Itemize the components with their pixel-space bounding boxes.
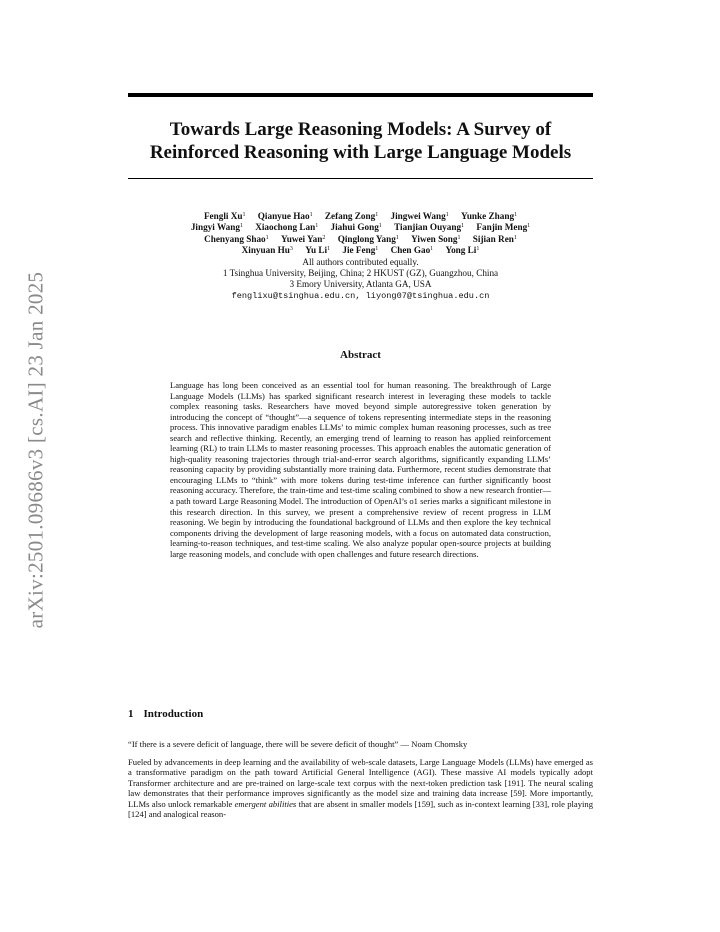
author: Tianjian Ouyang$^1$ bbox=[394, 222, 465, 233]
title-bottom-rule bbox=[128, 178, 593, 179]
intro-text: that are absent in smaller models [159], such as in-context learning [33], role playing [124] and analogical reason- bbox=[128, 798, 593, 820]
intro-paragraph bbox=[128, 757, 593, 819]
affiliation-line: 1 Tsinghua University, Beijing, China; 2 HKUST (GZ), Guangzhou, China bbox=[222, 268, 499, 279]
author: Yuwei Yan$^2$ bbox=[280, 233, 326, 244]
author: Chenyang Shao$^1$ bbox=[204, 233, 269, 244]
author: Jie Feng$^1$ bbox=[342, 245, 379, 256]
intro-emphasis: emergent abilities bbox=[234, 798, 297, 809]
author-line bbox=[118, 211, 603, 222]
author: Jiahui Gong$^1$ bbox=[330, 222, 382, 233]
author: Yong Li$^1$ bbox=[445, 245, 480, 256]
affiliation-line: 3 Emory University, Atlanta GA, USA bbox=[289, 279, 432, 290]
author-line bbox=[118, 234, 603, 245]
section-number: 1 bbox=[128, 708, 134, 720]
epigraph-quote: “If there is a severe deficit of language, there will be severe deficit of thought” — Noam Chomsky bbox=[128, 739, 468, 749]
section-heading bbox=[128, 708, 203, 720]
title-line: Reinforced Reasoning with Large Language Models bbox=[149, 142, 572, 163]
author: Jingwei Wang$^1$ bbox=[390, 211, 449, 221]
title-line: Towards Large Reasoning Models: A Survey of bbox=[169, 119, 552, 140]
author: Xinyuan Hu$^3$ bbox=[241, 245, 293, 256]
author: Sijian Ren$^1$ bbox=[472, 233, 517, 244]
author: Chen Gao$^1$ bbox=[390, 245, 434, 256]
author-line bbox=[118, 245, 603, 256]
author: Yunke Zhang$^1$ bbox=[461, 211, 518, 221]
abstract-text: Language has long been conceived as an essential tool for human reasoning. The breakthrough of Large Language Models (LLMs) has sparked significant research interest in leveraging these models to tackle complex reasoning tasks. Researchers have moved beyond simple autoregressive token generation by introducing the concept of “thought”—a sequence of tokens representing intermediate steps in the reasoning process. This innovative paradigm enables LLMs’ to mimic complex human reasoning processes, such as tree search and reflective thinking. Recently, an emerging trend of learning to reason has applied reinforcement learning (RL) to train LLMs to master reasoning processes. This approach enables the automatic generation of high-quality reasoning trajectories through trial-and-error search algorithms, significantly expanding LLMs’ reasoning capacity by providing substantially more training data. Furthermore, recent studies demonstrate that encouraging LLMs to “think” with more tokens during test-time inference can further significantly boost reasoning accuracy. Therefore, the train-time and test-time scaling combined to show a new research frontier—a path toward Large Reasoning Model. The introduction of OpenAI’s o1 series marks a significant milestone in this research direction. In this survey, we present a comprehensive review of recent progress in LLM reasoning. We begin by introducing the foundational background of LLMs and then explore the key technical components driving the development of large reasoning models, with a focus on automated data construction, learning-to-reason techniques, and test-time scaling. We also analyze popular open-source projects at building large reasoning models, and conclude with open challenges and future research directions. bbox=[170, 380, 551, 559]
intro-text: Fueled by advancements in deep learning and the availability of web-scale datasets, Large Language Models (LLMs) have emerged as a transformative paradigm on the path toward Artificial General Intelligence (AGI). These massive AI models typically adopt Transformer architecture and are pre-trained on large-scale text corpus with the next-token prediction task [191]. The neural scaling law demonstrates that their performance improves significantly as the model size and training data increase [59]. More importantly, LLMs also unlock remarkable bbox=[128, 757, 593, 809]
author: Jingyi Wang$^1$ bbox=[190, 222, 243, 233]
author: Fanjin Meng$^1$ bbox=[476, 222, 531, 233]
title-top-rule bbox=[128, 93, 593, 97]
abstract-heading: Abstract bbox=[340, 349, 381, 361]
paper-title bbox=[128, 118, 593, 164]
author: Qinglong Yang$^1$ bbox=[337, 233, 399, 244]
section-title: Introduction bbox=[143, 708, 204, 720]
author: Zefang Zong$^1$ bbox=[324, 211, 379, 221]
arxiv-watermark: arXiv:2501.09686v3 [cs.AI] 23 Jan 2025 bbox=[23, 271, 48, 629]
author: Qianyue Hao$^1$ bbox=[257, 211, 313, 221]
equal-contribution-note: All authors contributed equally. bbox=[302, 256, 419, 267]
author: Fengli Xu$^1$ bbox=[203, 211, 246, 221]
author-line bbox=[118, 222, 603, 233]
author: Xiaochong Lan$^1$ bbox=[255, 222, 319, 233]
author-emails: fenglixu@tsinghua.edu.cn, liyong07@tsinghua.edu.cn bbox=[231, 290, 490, 301]
author: Yiwen Song$^1$ bbox=[411, 233, 461, 244]
author-block bbox=[118, 211, 603, 302]
author: Yu Li$^1$ bbox=[305, 245, 331, 256]
